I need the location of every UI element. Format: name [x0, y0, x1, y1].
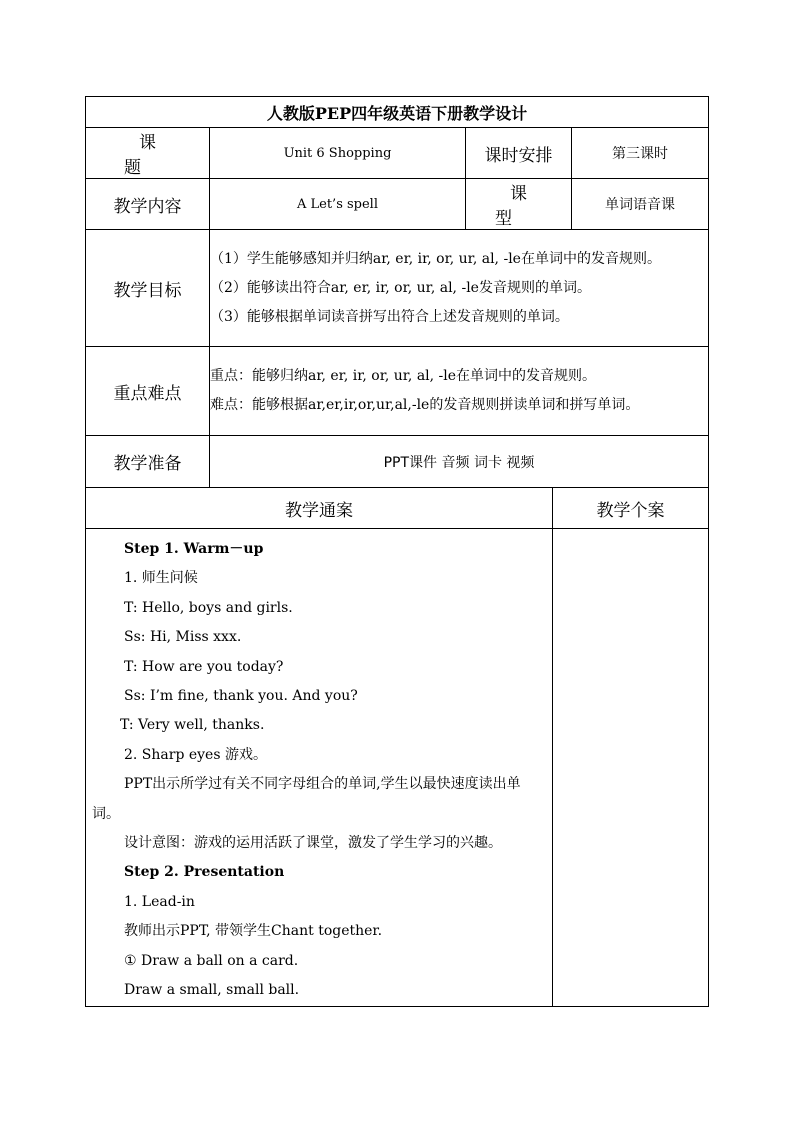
process-line: T: Hello, boys and girls. — [124, 599, 293, 616]
content-label: 教学内容 — [86, 179, 210, 230]
prep-value: PPT课件 音频 词卡 视频 — [210, 436, 709, 488]
goal-item: （3）能够根据单词读音拼写出符合上述发音规则的单词。 — [210, 308, 569, 325]
schedule-label: 课时安排 — [466, 128, 572, 179]
process-line: Ss: Hi, Miss xxx. — [124, 629, 242, 646]
design-intent: 设计意图：游戏的运用活跃了课堂，激发了学生学习的兴趣。 — [124, 835, 502, 852]
lesson-plan-document — [85, 96, 708, 1007]
lesson-plan-table — [85, 96, 709, 1007]
process-paragraph: PPT出示所学过有关不同字母组合的单词,学生以最快速度读出单词。 — [92, 776, 521, 822]
topic-value: Unit 6 Shopping — [210, 128, 466, 179]
difficult-point: 难点：能够根据ar,er,ir,or,ur,al,-le的发音规则拼读单词和拼写单词。 — [210, 397, 640, 413]
keypoints-content — [210, 347, 709, 436]
process-line: 教师出示PPT, 带领学生Chant together. — [124, 923, 383, 940]
process-line: Ss: I’m fine, thank you. And you? — [124, 688, 358, 705]
process-line: 1. 师生问候 — [124, 570, 198, 587]
individual-plan-header: 教学个案 — [553, 488, 709, 529]
prep-label: 教学准备 — [86, 436, 210, 488]
schedule-value: 第三课时 — [572, 128, 709, 179]
goal-item: （1）学生能够感知并归纳ar, er, ir, or, ur, al, -le在单词中的发音规则。 — [210, 250, 661, 267]
chant-line: Draw a small, small ball. — [124, 982, 300, 999]
keypoints-label: 重点难点 — [86, 347, 210, 436]
topic-label: 课题 — [86, 128, 210, 179]
process-line: 1. Lead-in — [124, 893, 195, 910]
teaching-process — [86, 529, 553, 1007]
goal-item: （2）能够读出符合ar, er, ir, or, ur, al, -le发音规则的单词。 — [210, 279, 591, 296]
document-title: 人教版PEP四年级英语下册教学设计 — [86, 97, 709, 128]
process-line: 2. Sharp eyes 游戏。 — [124, 746, 267, 763]
content-value: A Let’s spell — [210, 179, 466, 230]
goals-content — [210, 230, 709, 347]
goals-label: 教学目标 — [86, 230, 210, 347]
type-value: 单词语音课 — [572, 179, 709, 230]
step-heading: Step 1. Warm－up — [124, 541, 264, 557]
individual-plan-cell — [553, 529, 709, 1007]
process-line: T: How are you today? — [124, 658, 284, 675]
general-plan-header: 教学通案 — [86, 488, 553, 529]
process-line: T: Very well, thanks. — [120, 717, 265, 734]
key-point: 重点：能够归纳ar, er, ir, or, ur, al, -le在单词中的发音规则。 — [210, 368, 597, 384]
type-label: 课型 — [466, 179, 572, 230]
step-heading: Step 2. Presentation — [124, 864, 285, 881]
chant-line: ① Draw a ball on a card. — [124, 952, 299, 969]
